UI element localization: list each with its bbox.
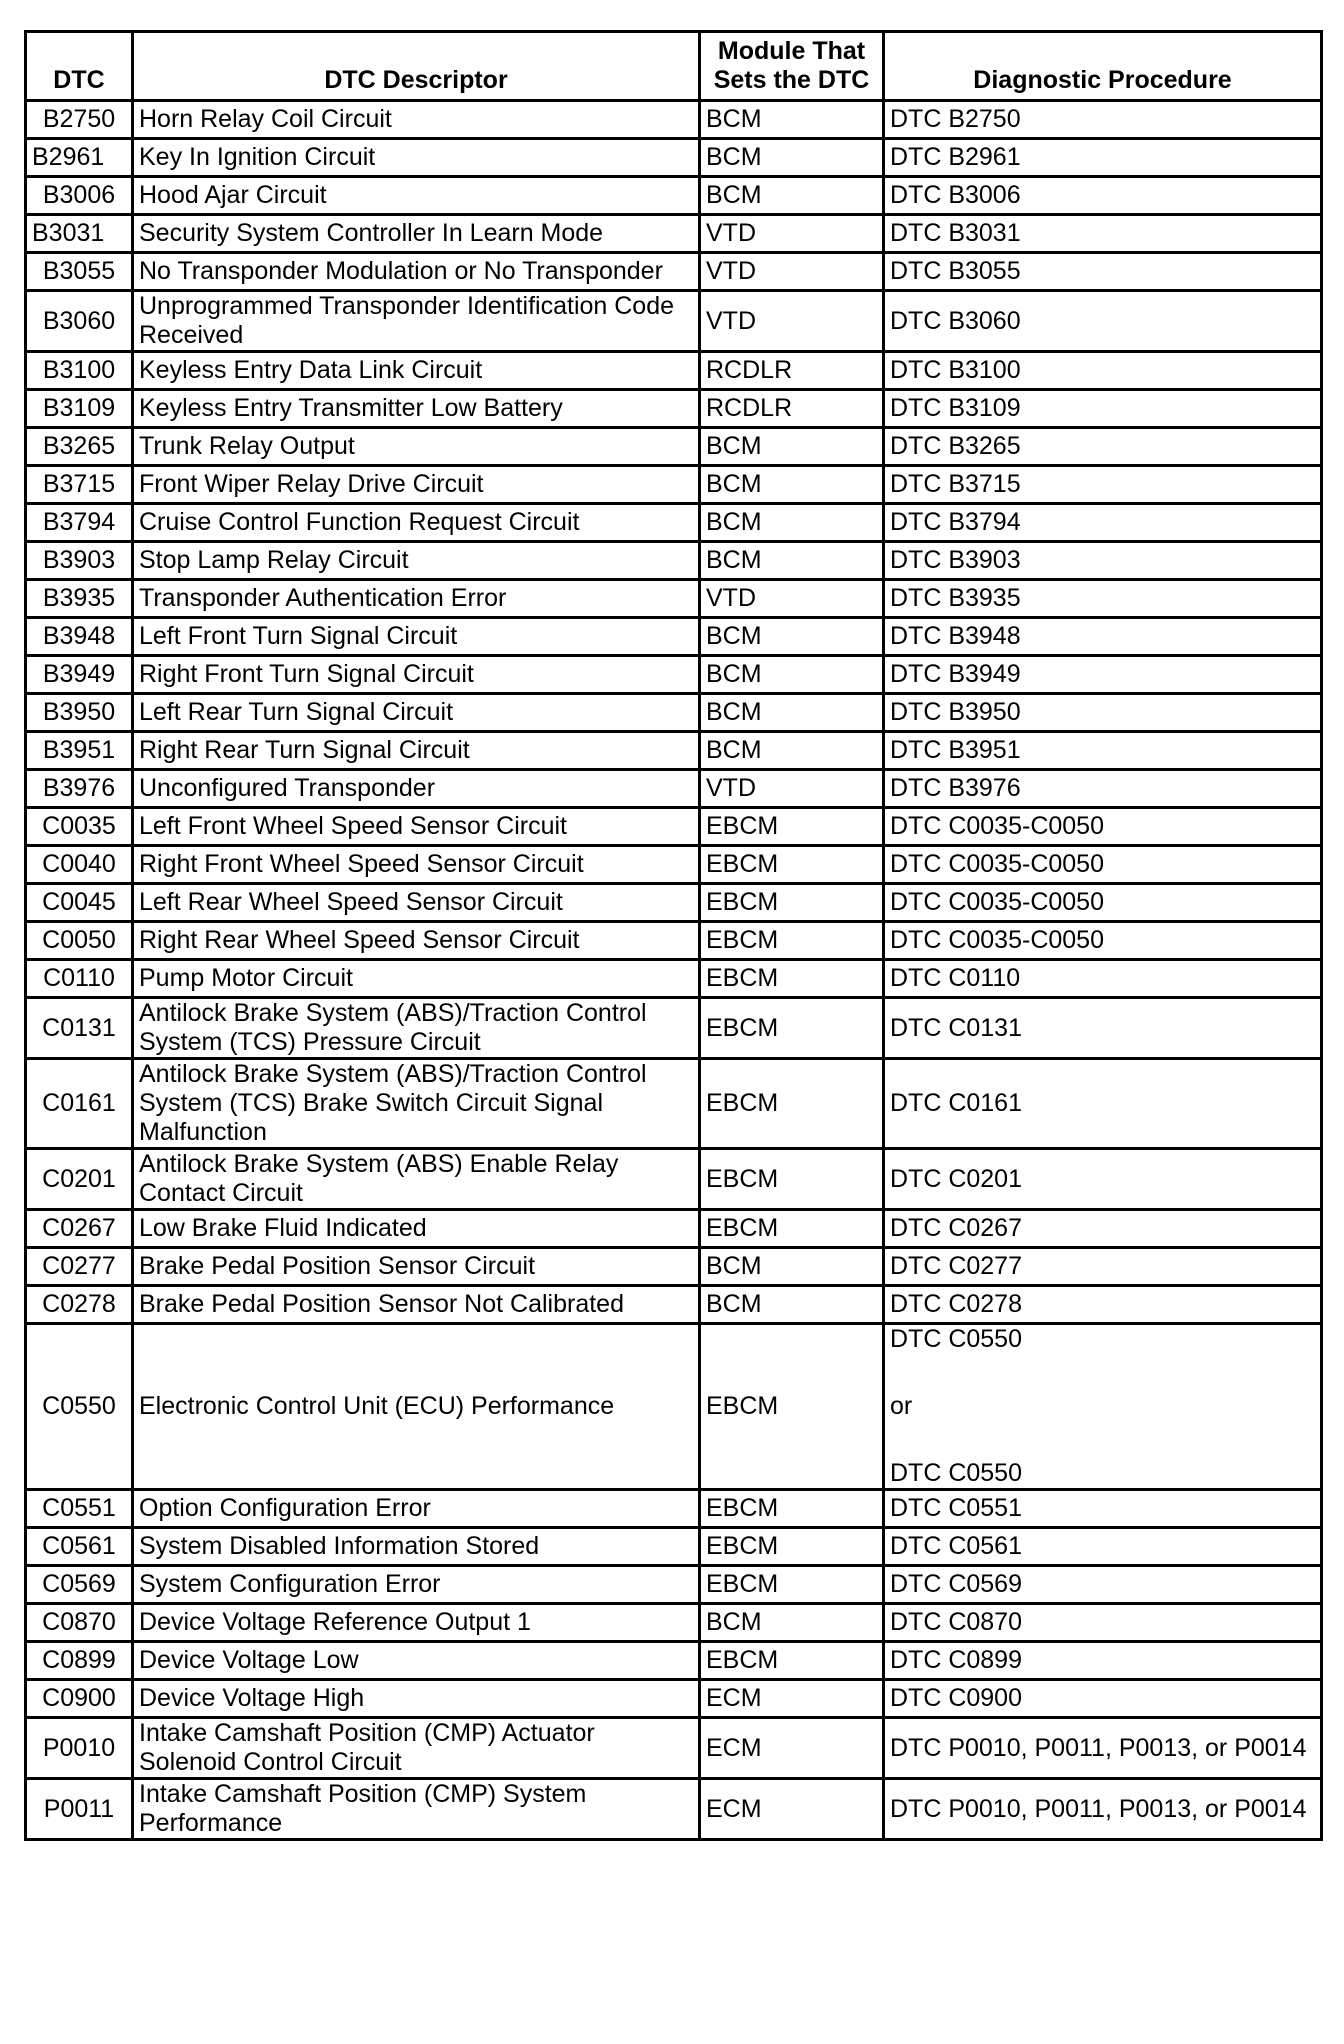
table-row (26, 1642, 1322, 1680)
descriptor-cell: Unprogrammed Transponder Identification Code Received (133, 291, 700, 352)
procedure-cell (884, 1324, 1322, 1490)
dtc-code-cell: B3060 (26, 291, 133, 352)
module-cell: BCM (700, 1604, 884, 1642)
header-descriptor: DTC Descriptor (133, 32, 700, 101)
procedure-cell: DTC B3031 (884, 215, 1322, 253)
table-row (26, 504, 1322, 542)
table-row (26, 580, 1322, 618)
module-cell: VTD (700, 770, 884, 808)
procedure-cell: DTC B2961 (884, 139, 1322, 177)
procedure-cell: DTC B3100 (884, 352, 1322, 390)
module-cell: EBCM (700, 1149, 884, 1210)
procedure-cell: DTC B3949 (884, 656, 1322, 694)
descriptor-cell: Cruise Control Function Request Circuit (133, 504, 700, 542)
module-cell: ECM (700, 1680, 884, 1718)
descriptor-cell: Low Brake Fluid Indicated (133, 1210, 700, 1248)
descriptor-cell: Brake Pedal Position Sensor Not Calibrated (133, 1286, 700, 1324)
dtc-code-cell: C0569 (26, 1566, 133, 1604)
descriptor-cell: Trunk Relay Output (133, 428, 700, 466)
descriptor-cell: Device Voltage High (133, 1680, 700, 1718)
dtc-code-cell: B3951 (26, 732, 133, 770)
module-cell: BCM (700, 139, 884, 177)
module-cell: EBCM (700, 998, 884, 1059)
dtc-code-cell: C0040 (26, 846, 133, 884)
table-row (26, 732, 1322, 770)
dtc-code-cell: B3109 (26, 390, 133, 428)
table-row (26, 656, 1322, 694)
procedure-cell: DTC C0561 (884, 1528, 1322, 1566)
dtc-code-cell: C0899 (26, 1642, 133, 1680)
module-cell: BCM (700, 656, 884, 694)
dtc-code-cell: B3950 (26, 694, 133, 732)
descriptor-cell: Option Configuration Error (133, 1490, 700, 1528)
module-cell: EBCM (700, 1210, 884, 1248)
dtc-code-cell: B3976 (26, 770, 133, 808)
module-cell: EBCM (700, 1324, 884, 1490)
procedure-cell: DTC C0201 (884, 1149, 1322, 1210)
procedure-cell: DTC C0569 (884, 1566, 1322, 1604)
procedure-cell: DTC C0267 (884, 1210, 1322, 1248)
module-cell: BCM (700, 694, 884, 732)
module-cell: BCM (700, 177, 884, 215)
module-cell: BCM (700, 542, 884, 580)
table-row (26, 1324, 1322, 1490)
dtc-code-cell: B3715 (26, 466, 133, 504)
module-cell: BCM (700, 428, 884, 466)
descriptor-cell: Transponder Authentication Error (133, 580, 700, 618)
table-body (26, 101, 1322, 1840)
dtc-code-cell: C0561 (26, 1528, 133, 1566)
dtc-code-cell: B3055 (26, 253, 133, 291)
module-cell: BCM (700, 1248, 884, 1286)
descriptor-cell: Left Rear Wheel Speed Sensor Circuit (133, 884, 700, 922)
header-procedure: Diagnostic Procedure (884, 32, 1322, 101)
procedure-line: DTC C0550 (890, 1325, 1022, 1353)
dtc-table (24, 30, 1323, 1841)
procedure-cell: DTC C0110 (884, 960, 1322, 998)
module-cell: VTD (700, 253, 884, 291)
module-cell: EBCM (700, 846, 884, 884)
table-row (26, 1210, 1322, 1248)
procedure-cell: DTC C0870 (884, 1604, 1322, 1642)
dtc-code-cell: B3949 (26, 656, 133, 694)
table-row (26, 884, 1322, 922)
header-row (26, 32, 1322, 101)
table-row (26, 846, 1322, 884)
table-row (26, 694, 1322, 732)
table-row (26, 428, 1322, 466)
table-row (26, 101, 1322, 139)
table-row (26, 1248, 1322, 1286)
descriptor-cell: Stop Lamp Relay Circuit (133, 542, 700, 580)
procedure-cell: DTC C0161 (884, 1059, 1322, 1149)
dtc-code-cell: C0550 (26, 1324, 133, 1490)
module-cell: ECM (700, 1718, 884, 1779)
dtc-code-cell: B2961 (26, 139, 133, 177)
dtc-code-cell: B3935 (26, 580, 133, 618)
procedure-cell: DTC C0278 (884, 1286, 1322, 1324)
procedure-cell: DTC B3903 (884, 542, 1322, 580)
module-cell: ECM (700, 1779, 884, 1840)
descriptor-cell: Hood Ajar Circuit (133, 177, 700, 215)
descriptor-cell: Device Voltage Reference Output 1 (133, 1604, 700, 1642)
table-row (26, 922, 1322, 960)
dtc-code-cell: C0131 (26, 998, 133, 1059)
module-cell: EBCM (700, 808, 884, 846)
module-cell: EBCM (700, 1059, 884, 1149)
module-cell: BCM (700, 732, 884, 770)
descriptor-cell: Brake Pedal Position Sensor Circuit (133, 1248, 700, 1286)
dtc-code-cell: P0011 (26, 1779, 133, 1840)
descriptor-cell: Intake Camshaft Position (CMP) System Performance (133, 1779, 700, 1840)
descriptor-cell: Horn Relay Coil Circuit (133, 101, 700, 139)
procedure-cell: DTC B3006 (884, 177, 1322, 215)
procedure-cell: DTC B3055 (884, 253, 1322, 291)
module-cell: EBCM (700, 960, 884, 998)
descriptor-cell: Right Front Wheel Speed Sensor Circuit (133, 846, 700, 884)
module-cell: RCDLR (700, 352, 884, 390)
module-cell: EBCM (700, 1566, 884, 1604)
module-cell: BCM (700, 101, 884, 139)
dtc-code-cell: C0110 (26, 960, 133, 998)
module-cell: BCM (700, 504, 884, 542)
dtc-code-cell: C0551 (26, 1490, 133, 1528)
descriptor-cell: Antilock Brake System (ABS)/Traction Control System (TCS) Pressure Circuit (133, 998, 700, 1059)
procedure-spacer (890, 1421, 1315, 1459)
procedure-cell: DTC C0035-C0050 (884, 922, 1322, 960)
table-row (26, 1528, 1322, 1566)
procedure-cell: DTC C0035-C0050 (884, 808, 1322, 846)
procedure-cell: DTC B3976 (884, 770, 1322, 808)
table-row (26, 1490, 1322, 1528)
procedure-cell: DTC B2750 (884, 101, 1322, 139)
dtc-code-cell: C0161 (26, 1059, 133, 1149)
procedure-cell: DTC C0899 (884, 1642, 1322, 1680)
dtc-code-cell: C0035 (26, 808, 133, 846)
descriptor-cell: Pump Motor Circuit (133, 960, 700, 998)
procedure-cell: DTC C0131 (884, 998, 1322, 1059)
dtc-code-cell: C0870 (26, 1604, 133, 1642)
module-cell: VTD (700, 215, 884, 253)
dtc-code-cell: B3948 (26, 618, 133, 656)
procedure-cell: DTC B3715 (884, 466, 1322, 504)
table-row (26, 1604, 1322, 1642)
descriptor-cell: Front Wiper Relay Drive Circuit (133, 466, 700, 504)
module-cell: RCDLR (700, 390, 884, 428)
descriptor-cell: No Transponder Modulation or No Transponder (133, 253, 700, 291)
descriptor-cell: Electronic Control Unit (ECU) Performance (133, 1324, 700, 1490)
descriptor-cell: System Disabled Information Stored (133, 1528, 700, 1566)
table-row (26, 352, 1322, 390)
procedure-line: DTC C0550 (890, 1459, 1022, 1487)
table-row (26, 1718, 1322, 1779)
procedure-cell: DTC B3935 (884, 580, 1322, 618)
dtc-code-cell: B3903 (26, 542, 133, 580)
procedure-cell: DTC C0277 (884, 1248, 1322, 1286)
procedure-cell: DTC B3265 (884, 428, 1322, 466)
dtc-code-cell: C0050 (26, 922, 133, 960)
module-cell: EBCM (700, 1490, 884, 1528)
table-row (26, 960, 1322, 998)
descriptor-cell: Keyless Entry Data Link Circuit (133, 352, 700, 390)
table-row (26, 390, 1322, 428)
module-cell: BCM (700, 618, 884, 656)
table-row (26, 466, 1322, 504)
descriptor-cell: Antilock Brake System (ABS)/Traction Control System (TCS) Brake Switch Circuit Signal Malfunction (133, 1059, 700, 1149)
procedure-line: or (890, 1392, 913, 1420)
module-cell: VTD (700, 580, 884, 618)
procedure-cell: DTC C0551 (884, 1490, 1322, 1528)
descriptor-cell: System Configuration Error (133, 1566, 700, 1604)
procedure-cell: DTC C0035-C0050 (884, 846, 1322, 884)
descriptor-cell: Left Front Wheel Speed Sensor Circuit (133, 808, 700, 846)
table-row (26, 542, 1322, 580)
descriptor-cell: Left Front Turn Signal Circuit (133, 618, 700, 656)
descriptor-cell: Left Rear Turn Signal Circuit (133, 694, 700, 732)
procedure-cell: DTC B3948 (884, 618, 1322, 656)
procedure-cell: DTC B3060 (884, 291, 1322, 352)
procedure-cell: DTC C0900 (884, 1680, 1322, 1718)
dtc-code-cell: C0278 (26, 1286, 133, 1324)
table-row (26, 770, 1322, 808)
table-row (26, 139, 1322, 177)
procedure-cell: DTC B3794 (884, 504, 1322, 542)
procedure-cell: DTC P0010, P0011, P0013, or P0014 (884, 1718, 1322, 1779)
module-cell: EBCM (700, 1528, 884, 1566)
table-row (26, 808, 1322, 846)
dtc-code-cell: C0267 (26, 1210, 133, 1248)
descriptor-cell: Key In Ignition Circuit (133, 139, 700, 177)
table-row (26, 1286, 1322, 1324)
descriptor-cell: Right Rear Turn Signal Circuit (133, 732, 700, 770)
table-row (26, 291, 1322, 352)
table-row (26, 1149, 1322, 1210)
module-cell: BCM (700, 1286, 884, 1324)
dtc-code-cell: C0045 (26, 884, 133, 922)
procedure-spacer (890, 1354, 1315, 1392)
table-row (26, 1779, 1322, 1840)
dtc-code-cell: P0010 (26, 1718, 133, 1779)
table-row (26, 215, 1322, 253)
module-cell: EBCM (700, 922, 884, 960)
table-row (26, 618, 1322, 656)
dtc-code-cell: B3006 (26, 177, 133, 215)
descriptor-cell: Device Voltage Low (133, 1642, 700, 1680)
header-dtc: DTC (26, 32, 133, 101)
procedure-cell: DTC C0035-C0050 (884, 884, 1322, 922)
dtc-code-cell: B3794 (26, 504, 133, 542)
module-cell: EBCM (700, 1642, 884, 1680)
table-row (26, 1566, 1322, 1604)
dtc-code-cell: C0900 (26, 1680, 133, 1718)
header-module-line2: Sets the DTC (713, 66, 870, 94)
procedure-cell: DTC B3950 (884, 694, 1322, 732)
dtc-code-cell: B3031 (26, 215, 133, 253)
procedure-cell: DTC B3109 (884, 390, 1322, 428)
dtc-code-cell: B3265 (26, 428, 133, 466)
table-row (26, 1059, 1322, 1149)
descriptor-cell: Right Rear Wheel Speed Sensor Circuit (133, 922, 700, 960)
descriptor-cell: Antilock Brake System (ABS) Enable Relay Contact Circuit (133, 1149, 700, 1210)
module-cell: EBCM (700, 884, 884, 922)
descriptor-cell: Keyless Entry Transmitter Low Battery (133, 390, 700, 428)
descriptor-cell: Unconfigured Transponder (133, 770, 700, 808)
descriptor-cell: Security System Controller In Learn Mode (133, 215, 700, 253)
dtc-code-cell: B3100 (26, 352, 133, 390)
dtc-code-cell: B2750 (26, 101, 133, 139)
table-row (26, 253, 1322, 291)
table-row (26, 177, 1322, 215)
procedure-cell: DTC P0010, P0011, P0013, or P0014 (884, 1779, 1322, 1840)
descriptor-cell: Right Front Turn Signal Circuit (133, 656, 700, 694)
dtc-code-cell: C0277 (26, 1248, 133, 1286)
header-module (700, 32, 884, 101)
dtc-code-cell: C0201 (26, 1149, 133, 1210)
descriptor-cell: Intake Camshaft Position (CMP) Actuator Solenoid Control Circuit (133, 1718, 700, 1779)
module-cell: VTD (700, 291, 884, 352)
procedure-cell: DTC B3951 (884, 732, 1322, 770)
header-module-line1: Module That (717, 37, 866, 65)
table-row (26, 998, 1322, 1059)
module-cell: BCM (700, 466, 884, 504)
table-row (26, 1680, 1322, 1718)
